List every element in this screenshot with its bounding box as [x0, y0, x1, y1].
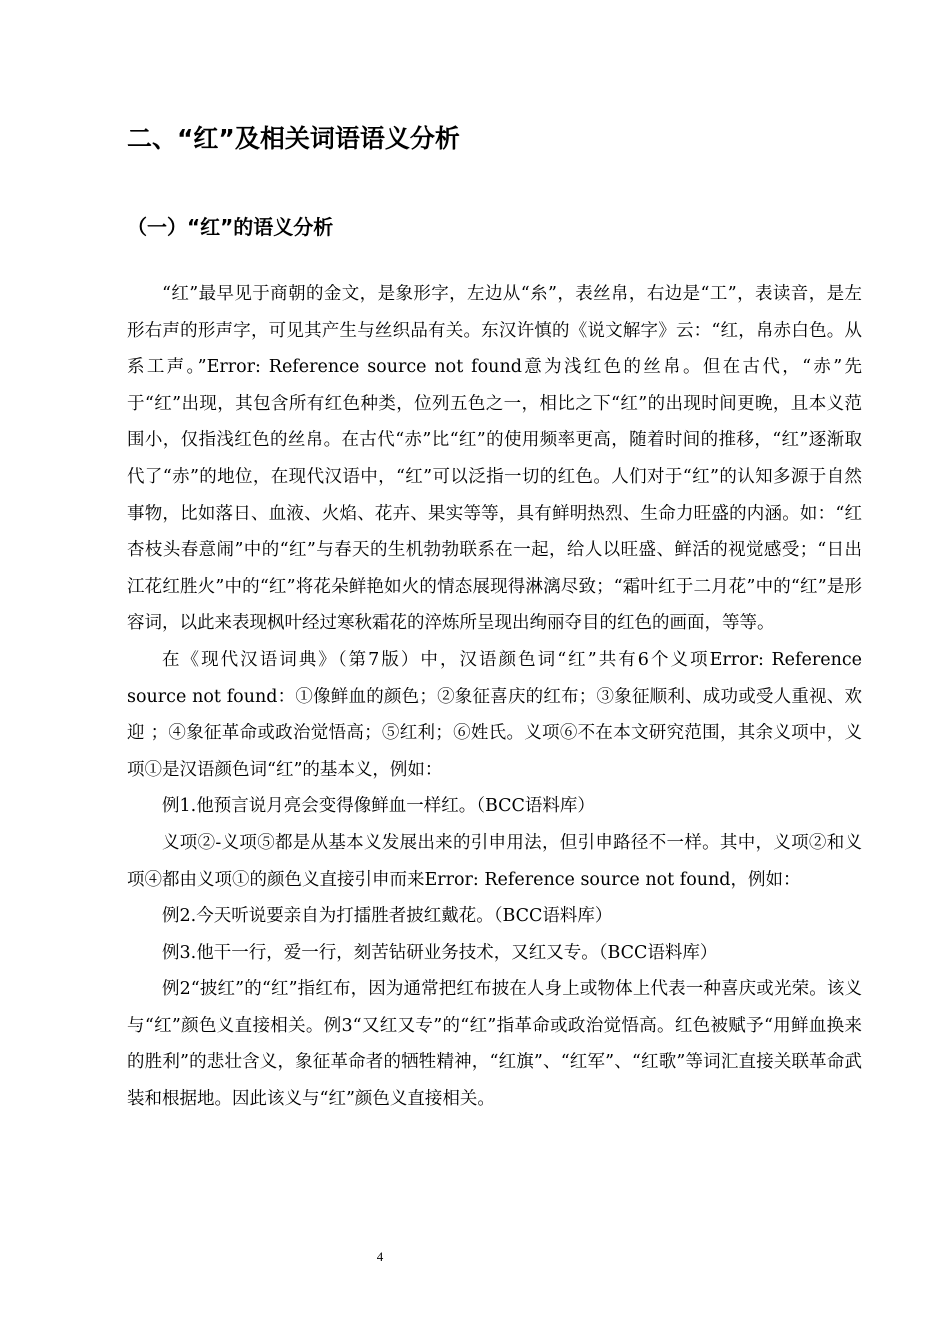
paragraph-example-analysis: 例2“披红”的“红”指红布，因为通常把红布披在人身上或物体上代表一种喜庆或光荣。该义与“红”颜色义直接相关。例3“又红又专”的“红”指革命或政治觉悟高。红色被赋予“用鲜血换来的胜利”的悲壮含义，象征革命者的牺牲精神，“红旗”、“红军”、“红歌”等词汇直接关联革命武装和根据地。因此该义与“红”颜色义直接相关。	[127, 979, 862, 1110]
subsection-title: （一）“红”的语义分析	[127, 215, 334, 239]
section-title: 二、“红”及相关词语语义分析	[127, 124, 460, 153]
page-number: 4	[376, 1249, 384, 1264]
example-2: 例2.今天听说要亲自为打擂胜者披红戴花。（BCC语料库）	[162, 906, 613, 927]
paragraph-extended-senses: 义项②-义项⑤都是从基本义发展出来的引申用法，但引申路径不一样。其中，义项②和义项④都由义项①的颜色义直接引申而来Error: Reference source not found，例如：	[127, 832, 862, 890]
example-3: 例3.他干一行，爱一行，刻苦钻研业务技术，又红又专。（BCC语料库）	[162, 942, 718, 963]
body-text	[127, 276, 862, 1118]
paragraph-dictionary-senses: 在《现代汉语词典》（第7版）中，汉语颜色词“红”共有6个义项Error: Reference source not found：①像鲜血的颜色；②象征喜庆的红布；③象征顺利、成功或受人重视、欢迎 ；④象征革命或政治觉悟高；⑤红利；⑥姓氏。义项⑥不在本文研究范围，其余义项中，义项①是汉语颜色词“红”的基本义，例如：	[127, 649, 862, 780]
paragraph-origin: “红”最早见于商朝的金文，是象形字，左边从“糸”，表丝帛，右边是“工”，表读音，是左形右声的形声字，可见其产生与丝织品有关。东汉许慎的《说文解字》云：“红，帛赤白色。从系工声。”Error: Reference source not found意为浅红色的丝帛。但在古代，“赤”先于“红”出现，其包含所有红色种类，位列五色之一，相比之下“红”的出现时间更晚，且本义范围小，仅指浅红色的丝帛。在古代“赤”比“红”的使用频率更高，随着时间的推移，“红”逐渐取代了“赤”的地位，在现代汉语中，“红”可以泛指一切的红色。人们对于“红”的认知多源于自然事物，比如落日、血液、火焰、花卉、果实等等，具有鲜明热烈、生命力旺盛的内涵。如：“红杏枝头春意闹”中的“红”与春天的生机勃勃联系在一起，给人以旺盛、鲜活的视觉感受；“日出江花红胜火”中的“红”将花朵鲜艳如火的情态展现得淋漓尽致；“霜叶红于二月花”中的“红”是形容词，以此来表现枫叶经过寒秋霜花的淬炼所呈现出绚丽夺目的红色的画面，等等。	[127, 284, 862, 634]
example-1: 例1.他预言说月亮会变得像鲜血一样红。（BCC语料库）	[162, 796, 595, 817]
